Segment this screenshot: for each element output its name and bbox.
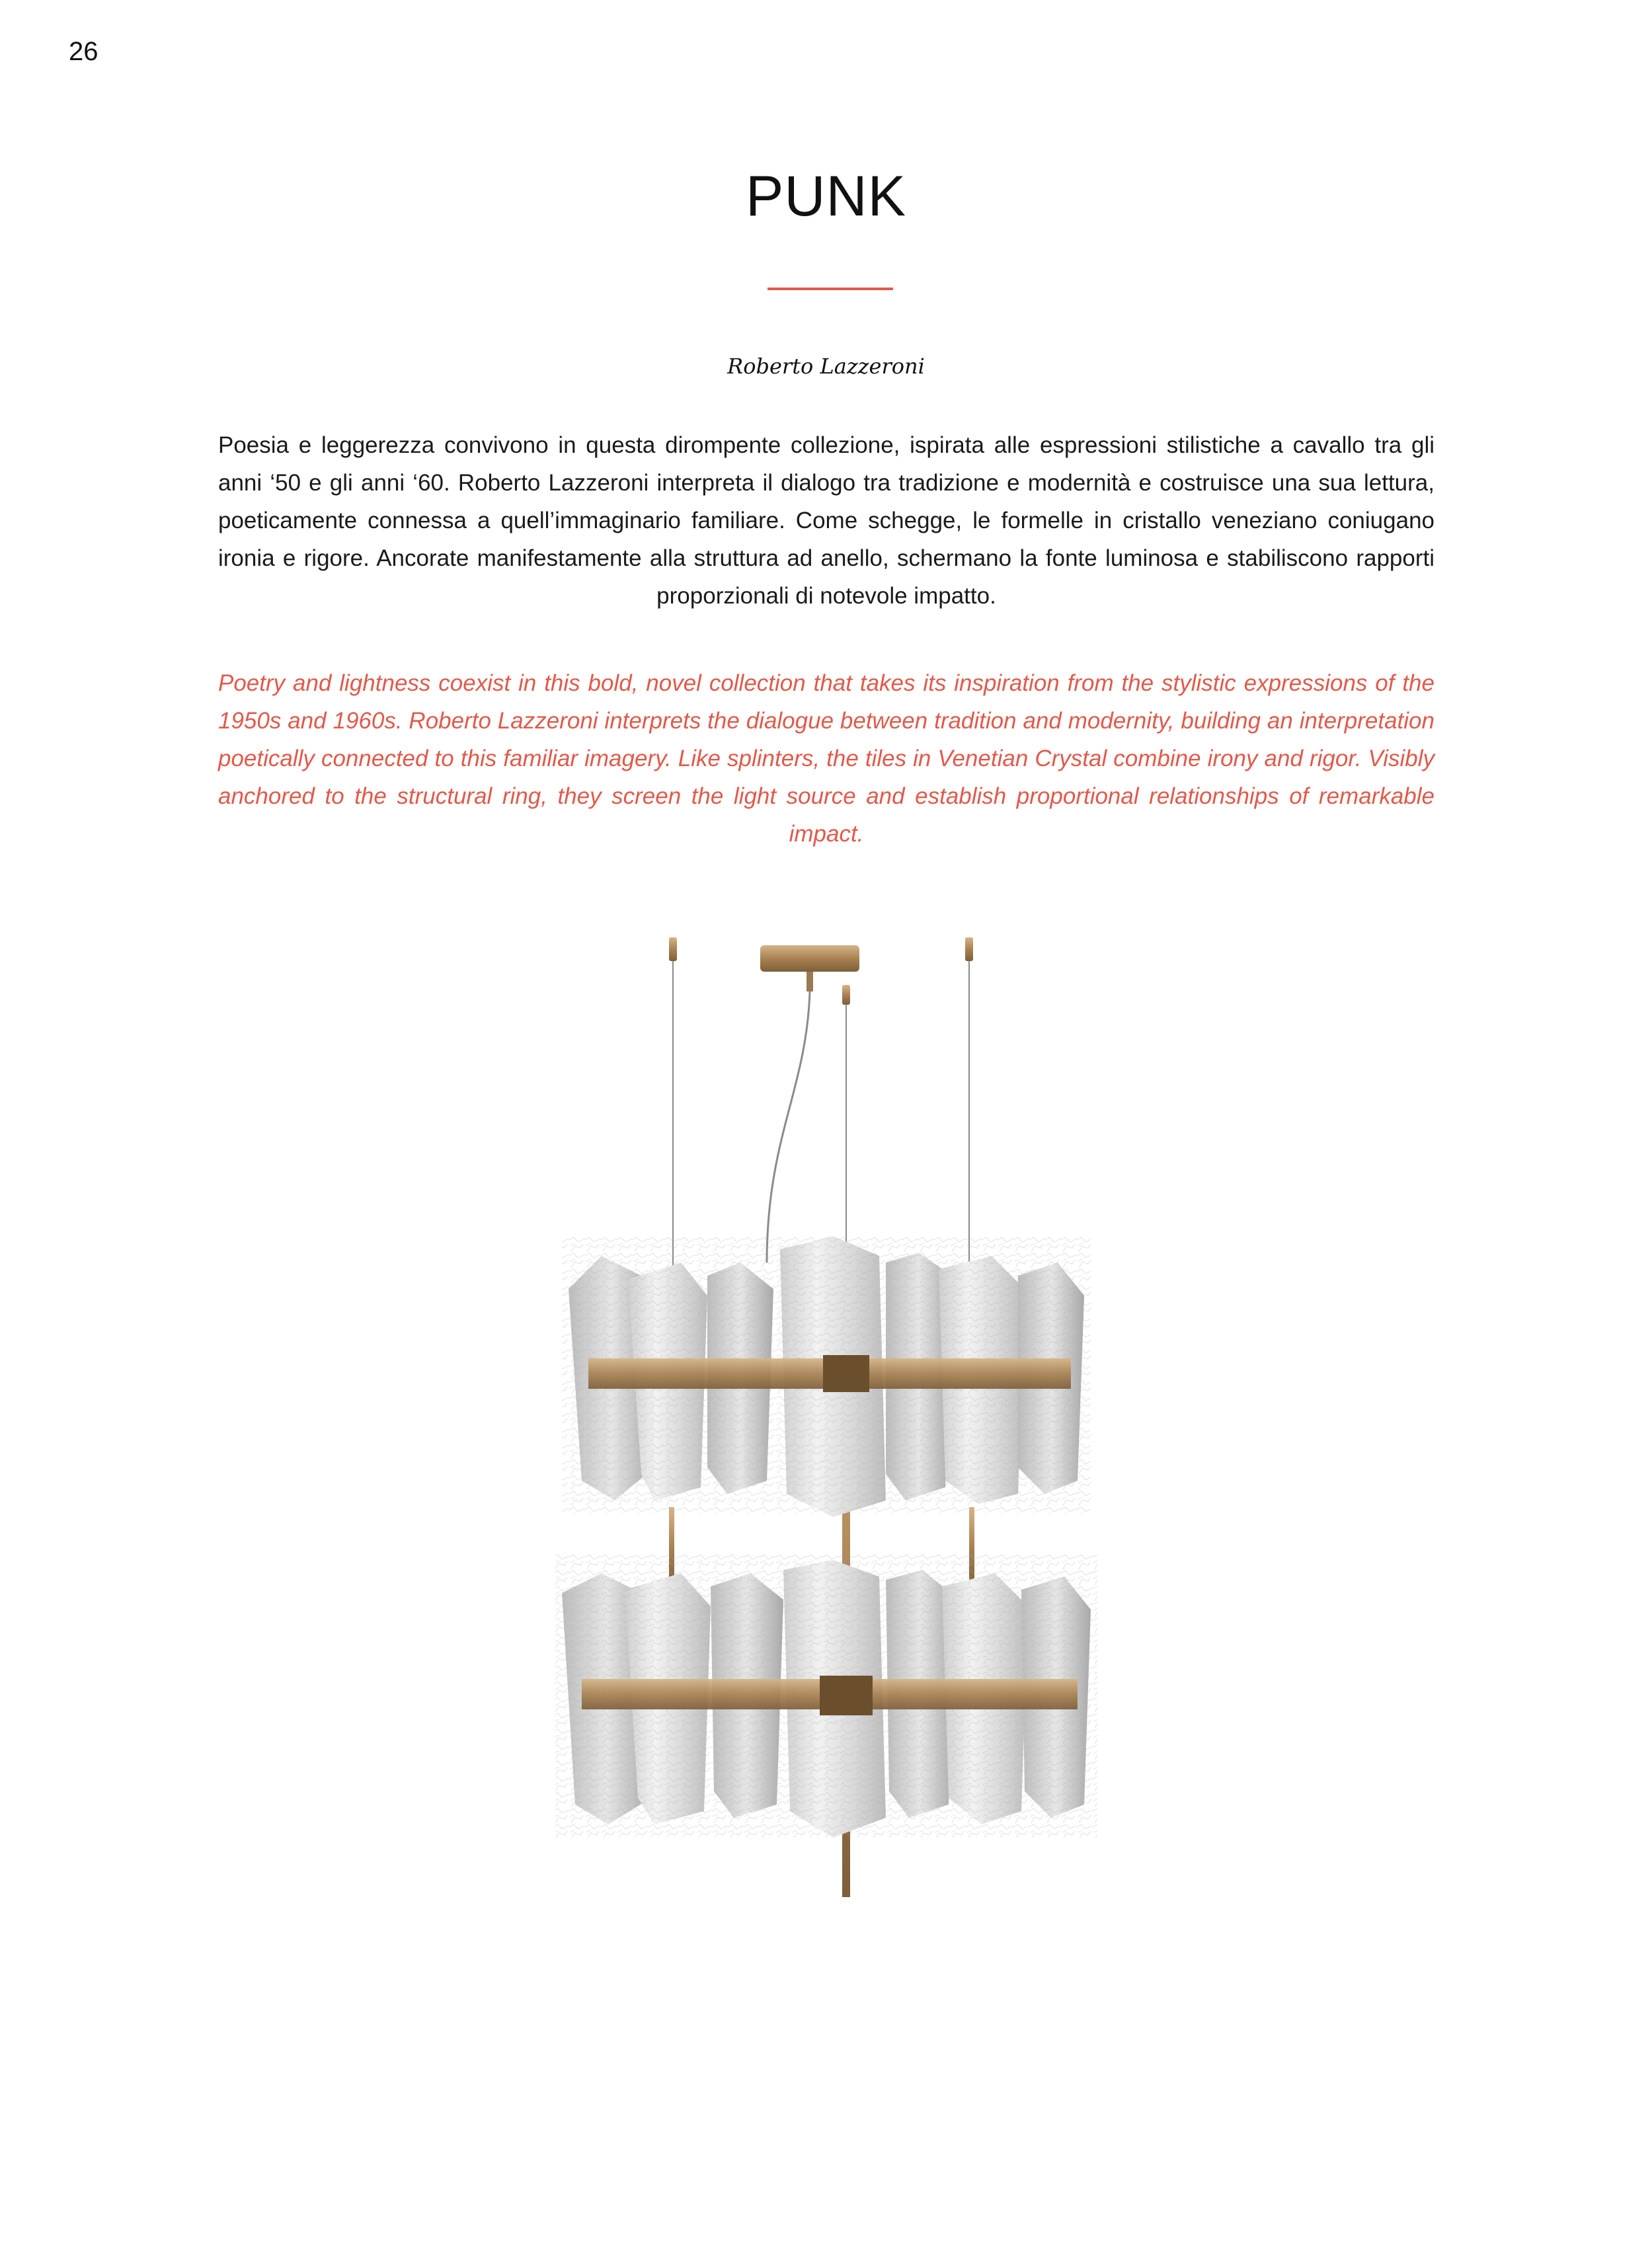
description-italian: Poesia e leggerezza convivono in questa dirompente collezione, ispirata alle espressioni stilistiche a cavallo tra gli anni ‘50 e gli anni ‘60. Roberto Lazzeroni interpreta il dialogo tra tradizione e modernità e costruisce una sua lettura, poeticamente connessa a quell’immaginario familiare. Come schegge, le formelle in cristallo veneziano coniugano ironia e rigore. Ancorate manifestamente alla struttura ad anello, schermano la fonte luminosa e stabiliscono rapporti proporzionali di notevole impatto.: [218, 432, 1435, 609]
page-title: PUNK: [746, 165, 906, 228]
title-underline: [767, 288, 893, 290]
chandelier-illustration: [489, 919, 1163, 2109]
lower-tier: [555, 1553, 1097, 1838]
description-english: Poetry and lightness coexist in this bold, novel collection that takes its inspiration from the stylistic expressions of the 1950s and 1960s. Roberto Lazzeroni interprets the dialogue between tradition and modernity, building an interpretation poetically connected to this familiar imagery. Like splinters, the tiles in Venetian Crystal combine irony and rigor. Visibly anchored to the structural ring, they screen the light source and establish proportional relationships of remarkable impact.: [218, 670, 1435, 847]
page-number: 26: [69, 37, 98, 66]
designer-name: Roberto Lazzeroni: [727, 354, 925, 379]
ceiling-canopy: [760, 945, 859, 972]
upper-tier: [562, 1236, 1091, 1517]
chandelier-image: [489, 919, 1163, 2109]
power-cable: [767, 992, 810, 1263]
